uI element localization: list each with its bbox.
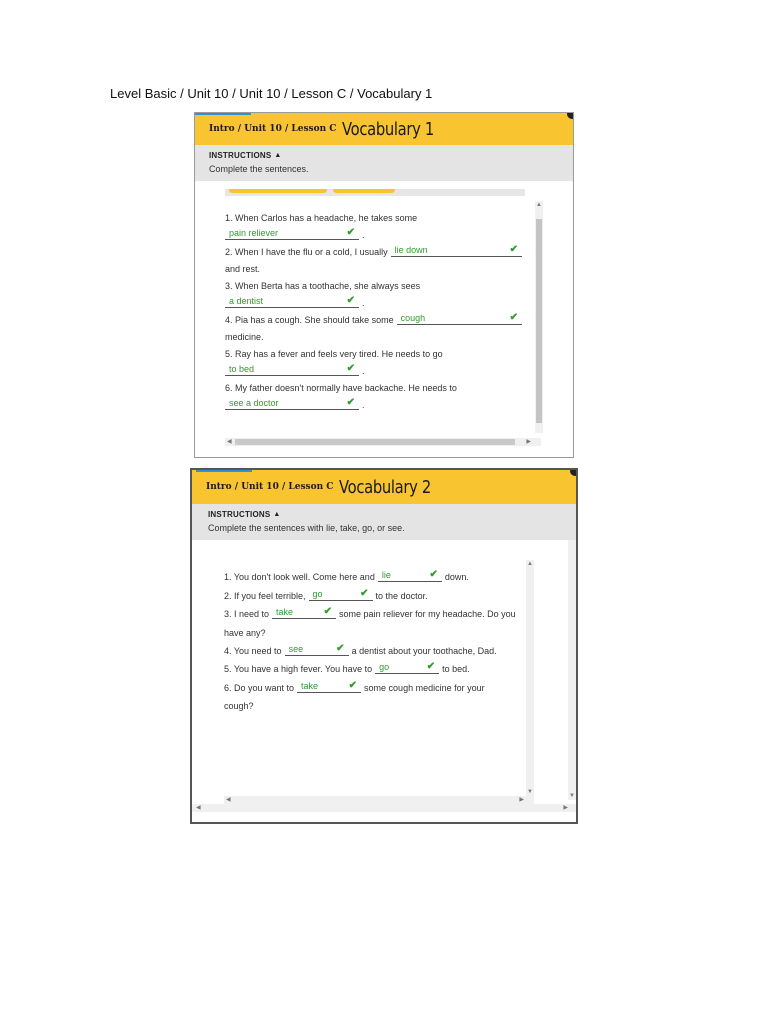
scroll-left-icon[interactable]: ◀ — [196, 805, 201, 811]
check-icon: ✔ — [323, 606, 333, 618]
question-list — [224, 564, 522, 711]
check-icon: ✔ — [336, 642, 345, 654]
check-icon: ✔ — [346, 363, 355, 374]
close-dot-icon[interactable] — [567, 112, 574, 119]
answer-field[interactable] — [375, 662, 439, 674]
horizontal-scrollbar[interactable] — [225, 438, 541, 446]
question-suffix: . — [362, 400, 365, 410]
vocabulary-1-panel — [194, 112, 574, 458]
answer-value: cough — [400, 313, 426, 323]
question-6-text-line — [225, 376, 525, 393]
question-suffix: some cough medicine for your — [364, 682, 485, 693]
question-text: 5. You have a high fever. You have to — [224, 664, 373, 675]
question-text: 4. You need to — [224, 645, 282, 656]
scroll-down-icon[interactable]: ▼ — [527, 789, 533, 795]
answer-value: take — [276, 607, 294, 618]
question-3-answer-line — [225, 291, 525, 308]
answer-field[interactable] — [272, 607, 336, 619]
scrollbar-thumb[interactable] — [235, 439, 515, 445]
question-2-line — [224, 582, 522, 600]
instructions-toggle[interactable] — [209, 151, 559, 160]
question-1-line — [224, 564, 522, 582]
accent-tab — [196, 468, 252, 472]
outer-horizontal-scrollbar[interactable] — [192, 804, 576, 812]
panel-header — [192, 470, 576, 504]
answer-field[interactable] — [225, 228, 359, 240]
question-text: 5. Ray has a fever and feels very tired. He needs to go — [225, 349, 443, 359]
scroll-right-icon[interactable]: ▶ — [526, 439, 531, 445]
instructions-section — [195, 145, 573, 181]
check-icon: ✔ — [360, 587, 369, 599]
answer-field[interactable] — [285, 644, 349, 656]
scroll-down-icon[interactable]: ▼ — [569, 793, 575, 799]
caret-up-icon: ▲ — [274, 152, 282, 159]
question-suffix: down. — [444, 572, 469, 583]
exercise-title: Vocabulary 2 — [339, 476, 432, 498]
check-icon: ✔ — [348, 679, 358, 691]
check-icon: ✔ — [509, 244, 518, 255]
instructions-toggle[interactable] — [208, 510, 562, 519]
question-text: 2. If you feel terrible, — [224, 590, 306, 601]
answer-value: go — [312, 588, 323, 599]
question-suffix: . — [362, 366, 365, 376]
question-text: 3. I need to — [224, 609, 270, 620]
question-text: 1. You don't look well. Come here and — [224, 572, 375, 583]
answer-field[interactable] — [225, 296, 359, 308]
question-4-continuation — [225, 325, 525, 342]
answer-value: see a doctor — [229, 398, 279, 408]
document-heading: Level Basic / Unit 10 / Unit 10 / Lesson C / Vocabulary 1 — [110, 86, 433, 101]
outer-vertical-scrollbar[interactable] — [568, 540, 576, 800]
question-continuation: and rest. — [225, 264, 261, 274]
exercise-content — [195, 181, 573, 457]
question-6-line — [224, 674, 522, 692]
answer-value: take — [301, 680, 319, 691]
question-5-line — [224, 656, 522, 674]
check-icon: ✔ — [509, 312, 518, 323]
breadcrumb: Intro / Unit 10 / Lesson C — [206, 482, 334, 492]
question-continuation: cough? — [224, 701, 254, 712]
question-2-text-line — [225, 240, 525, 257]
question-text: 3. When Berta has a toothache, she always sees — [225, 281, 421, 291]
instructions-text: Complete the sentences with lie, take, go, or see. — [208, 523, 405, 533]
answer-field[interactable] — [378, 570, 442, 582]
scroll-up-icon[interactable]: ▲ — [536, 202, 542, 208]
vocabulary-2-panel — [190, 468, 578, 824]
instructions-text: Complete the sentences. — [209, 164, 309, 174]
question-text: 2. When I have the flu or a cold, I usually — [225, 247, 388, 257]
inner-vertical-scrollbar[interactable] — [526, 560, 534, 796]
question-text: 6. My father doesn't normally have backache. He needs to — [225, 383, 457, 393]
answer-value: pain reliever — [229, 228, 279, 238]
question-suffix: . — [362, 230, 365, 240]
tab-2[interactable] — [333, 189, 395, 193]
question-text: 1. When Carlos has a headache, he takes some — [225, 213, 418, 223]
question-suffix: some pain reliever for my headache. Do you — [339, 609, 516, 620]
answer-value: go — [379, 662, 390, 673]
question-continuation: medicine. — [225, 332, 264, 342]
question-1-answer-line — [225, 223, 525, 240]
close-dot-icon[interactable] — [570, 468, 578, 476]
answer-field[interactable] — [397, 313, 522, 325]
question-4-line — [224, 638, 522, 656]
answer-value: lie down — [394, 245, 428, 255]
answer-field[interactable] — [309, 589, 373, 601]
question-6-continuation — [224, 693, 522, 711]
question-suffix: a dentist about your toothache, Dad. — [351, 645, 497, 656]
answer-value: to bed — [229, 364, 255, 374]
instructions-label: INSTRUCTIONS — [209, 151, 272, 160]
check-icon: ✔ — [346, 295, 355, 306]
question-5-text-line — [225, 342, 525, 359]
check-icon: ✔ — [429, 569, 438, 581]
scrollbar-thumb[interactable] — [536, 219, 542, 423]
scroll-right-icon[interactable]: ▶ — [519, 797, 524, 803]
answer-value: lie — [381, 570, 391, 581]
question-3-continuation — [224, 619, 522, 637]
scroll-left-icon[interactable]: ◀ — [227, 439, 232, 445]
question-2-continuation — [225, 257, 525, 274]
breadcrumb: Intro / Unit 10 / Lesson C — [209, 124, 337, 134]
question-list — [225, 206, 525, 410]
answer-field[interactable] — [297, 681, 361, 693]
tab-strip — [225, 189, 525, 196]
question-4-text-line — [225, 308, 525, 325]
question-3-text-line — [225, 274, 525, 291]
scroll-right-icon[interactable]: ▶ — [563, 805, 568, 811]
exercise-title: Vocabulary 1 — [342, 118, 435, 140]
check-icon: ✔ — [426, 661, 436, 673]
answer-field[interactable] — [391, 245, 522, 257]
answer-field[interactable] — [225, 398, 359, 410]
accent-tab — [195, 112, 251, 115]
question-suffix: . — [362, 298, 365, 308]
panel-header — [195, 113, 573, 145]
scroll-up-icon[interactable]: ▲ — [527, 561, 533, 567]
question-5-answer-line — [225, 359, 525, 376]
question-text: 4. Pia has a cough. She should take some — [225, 315, 394, 325]
tab-1[interactable] — [229, 189, 327, 193]
question-continuation: have any? — [224, 627, 266, 638]
inner-horizontal-scrollbar[interactable] — [224, 796, 534, 804]
check-icon: ✔ — [346, 397, 355, 408]
answer-field[interactable] — [225, 364, 359, 376]
question-suffix: to the doctor. — [375, 590, 428, 601]
vertical-scrollbar[interactable] — [535, 201, 543, 433]
check-icon: ✔ — [346, 227, 355, 238]
exercise-content — [192, 540, 576, 820]
question-text: 6. Do you want to — [224, 682, 295, 693]
caret-up-icon: ▲ — [273, 511, 281, 518]
instructions-label: INSTRUCTIONS — [208, 510, 271, 519]
answer-value: see — [288, 643, 304, 654]
question-6-answer-line — [225, 393, 525, 410]
question-suffix: to bed. — [442, 664, 470, 675]
question-1-text-line — [225, 206, 525, 223]
answer-value: a dentist — [229, 296, 264, 306]
question-3-line — [224, 601, 522, 619]
instructions-section — [192, 504, 576, 540]
scroll-left-icon[interactable]: ◀ — [226, 797, 231, 803]
